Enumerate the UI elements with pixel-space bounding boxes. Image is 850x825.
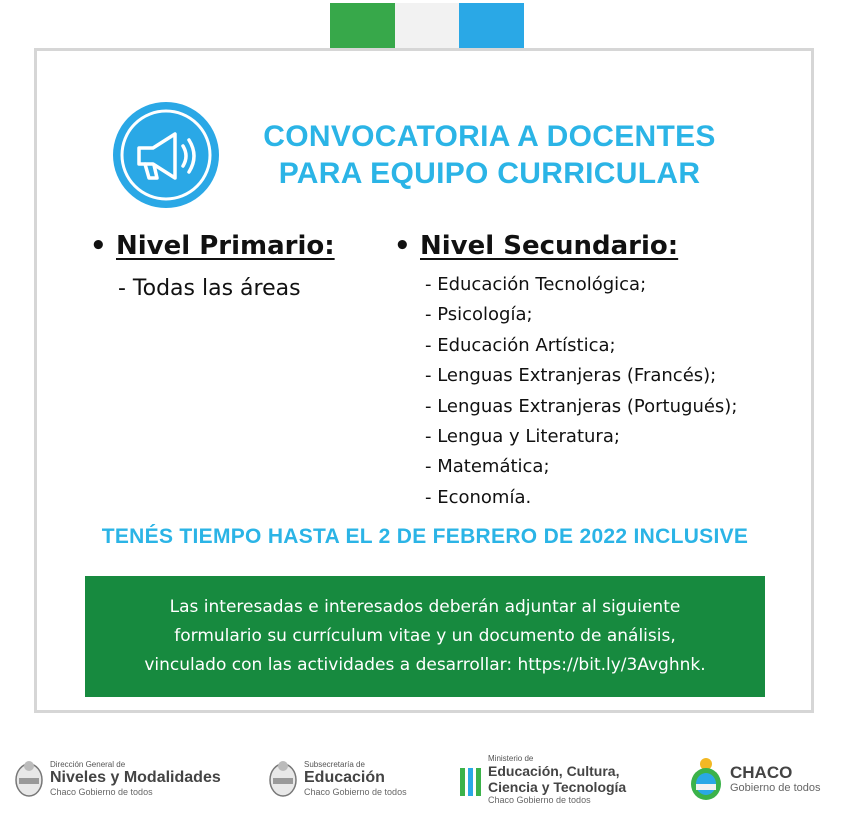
list-item: - Psicología; [425, 304, 533, 326]
logo-chaco [688, 756, 821, 802]
list-item: - Lenguas Extranjeras (Portugués); [425, 395, 738, 417]
logo3-small: Ministerio de [488, 754, 534, 763]
bullet: • [394, 231, 411, 261]
list-item: - Educación Tecnológica; [425, 274, 647, 295]
list-item: - Matemática; [425, 456, 550, 478]
logo2-big: Educación [304, 768, 385, 786]
info-text [95, 593, 755, 680]
logo4-big: CHACO [730, 763, 793, 782]
chaco-shield-icon [688, 756, 724, 802]
secundario-list [425, 270, 737, 513]
logo1-big: Niveles y Modalidades [50, 768, 221, 786]
primario-item: - Todas las áreas [118, 276, 301, 301]
bullet: • [90, 231, 107, 261]
primario-label: Nivel Primario: [116, 231, 335, 261]
footer-logos [0, 752, 850, 812]
primario-heading [90, 231, 335, 261]
info-line-1: Las interesadas e interesados deberán adjuntar al siguiente [169, 597, 681, 617]
megaphone-icon [113, 102, 219, 208]
logo3-big1: Educación, Cultura, [488, 763, 620, 779]
title-line-2: PARA EQUIPO CURRICULAR [278, 157, 701, 190]
info-line-3: vinculado con las actividades a desarrollar: https://bit.ly/3Avghnk. [144, 655, 706, 675]
info-line-2: formulario su currículum vitae y un documento de análisis, [174, 626, 676, 646]
secundario-label: Nivel Secundario: [420, 231, 679, 261]
logo-ministerio [458, 754, 626, 805]
list-item: - Educación Artística; [425, 334, 616, 356]
list-item: - Lengua y Literatura; [425, 425, 620, 447]
logo2-small: Subsecretaría de [304, 759, 365, 769]
logo4-tag: Gobierno de todos [730, 782, 821, 794]
title-line-1: CONVOCATORIA A DOCENTES [263, 120, 716, 153]
logo-niveles-modalidades [14, 758, 221, 798]
list-item: - Lenguas Extranjeras (Francés); [425, 365, 717, 387]
logo2-tag: Chaco Gobierno de todos [304, 786, 407, 797]
list-item: - Economía. [425, 486, 532, 508]
info-box [85, 576, 765, 697]
page-title [232, 118, 747, 192]
logo3-big2: Ciencia y Tecnología [488, 779, 627, 795]
coat-of-arms-icon [14, 758, 44, 798]
ministerio-bars-icon [458, 760, 482, 800]
secundario-heading [394, 231, 678, 261]
logo-educacion [268, 758, 407, 798]
deadline-text: TENÉS TIEMPO HASTA EL 2 DE FEBRERO DE 2022 INCLUSIVE [101, 525, 749, 548]
logo3-tag: Chaco Gobierno de todos [488, 795, 591, 805]
logo1-tag: Chaco Gobierno de todos [50, 786, 153, 797]
logo1-small: Dirección General de [50, 759, 126, 769]
coat-of-arms-icon [268, 758, 298, 798]
